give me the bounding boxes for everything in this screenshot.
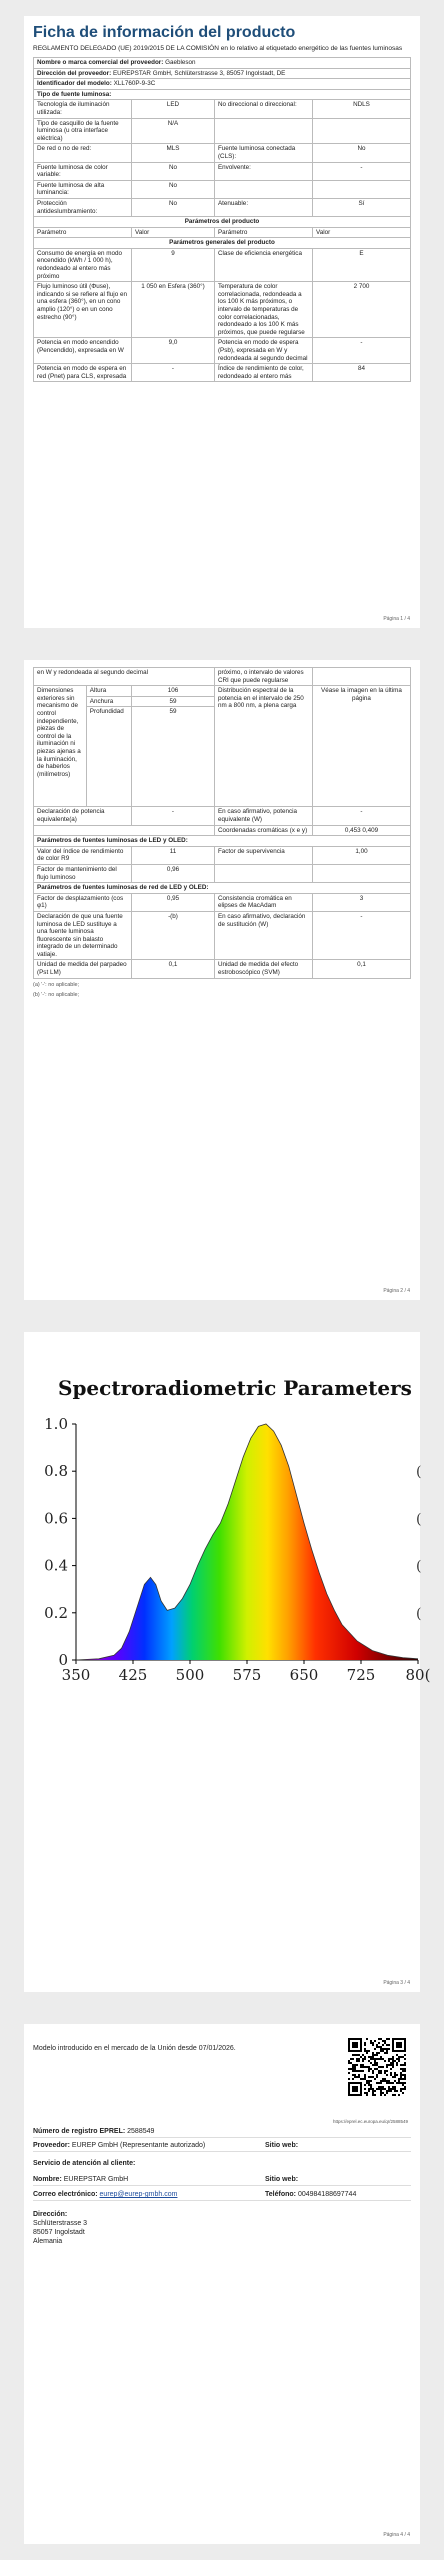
- table-cell: Consistencia cromática en elipses de MacAdam: [214, 893, 312, 911]
- col-value: Valor: [132, 227, 215, 238]
- table-cell: 84: [312, 364, 410, 382]
- phone-label: Teléfono:: [265, 2191, 296, 2198]
- table-cell: 0,1: [132, 960, 215, 978]
- dim-height-value: 106: [132, 686, 215, 697]
- x-tick-label: 650: [289, 1666, 319, 1684]
- table-cell: [312, 864, 410, 882]
- table-row: [34, 144, 411, 162]
- table-cell: Consumo de energía en modo encendido (kWh / 1 000 h), redondeado al entero más próximo: [34, 248, 132, 281]
- spectrum-chart: [24, 1332, 431, 1992]
- y-tick-label: 0: [58, 1651, 68, 1669]
- table-cell: No: [132, 198, 215, 216]
- regulation-text: REGLAMENTO DELEGADO (UE) 2019/2015 DE LA COMISIÓN en lo relativo al etiquetado energético de las fuentes luminosas: [33, 45, 403, 52]
- page-number: Página 4 / 4: [383, 2532, 410, 2538]
- table-cell: Fuente luminosa de alta luminancia:: [34, 180, 132, 198]
- table-cell: Fuente luminosa de color variable:: [34, 162, 132, 180]
- table-cell: 0,96: [132, 864, 215, 882]
- eprel-url[interactable]: https://eprel.ec.europa.eu/qr/2588549: [332, 2119, 408, 2124]
- service-label: Servicio de atención al cliente:: [33, 2160, 136, 2167]
- model-row: [34, 79, 411, 90]
- table-row: [34, 282, 411, 338]
- table-cell: Protección antideslumbramiento:: [34, 198, 132, 216]
- equiv-label: Declaración de potencia equivalente(a): [34, 807, 132, 825]
- led-header: Parámetros de fuentes luminosas de LED y OLED:: [34, 836, 411, 847]
- page-2: [24, 660, 420, 1300]
- page-4: [24, 2024, 420, 2544]
- table-cell: 11: [132, 846, 215, 864]
- page-number: Página 2 / 4: [383, 1288, 410, 1294]
- table-cell: Tecnología de iluminación utilizada:: [34, 100, 132, 118]
- table-cell: Factor de supervivencia: [214, 846, 312, 864]
- page-number: Página 3 / 4: [383, 1980, 410, 1986]
- table-row: [34, 864, 411, 882]
- general-rows: [34, 248, 411, 382]
- address-label: Dirección del proveedor:: [37, 69, 112, 77]
- equiv-value: -: [132, 807, 215, 825]
- table-row: [34, 248, 411, 281]
- led-rows: [34, 846, 411, 882]
- supplier-table: [33, 57, 411, 382]
- table-row: [34, 100, 411, 118]
- x-tick-label: 425: [118, 1666, 148, 1684]
- y-tick-label: 1.0: [44, 1415, 68, 1433]
- table-row: [34, 364, 411, 382]
- col-param-2: Parámetro: [214, 227, 312, 238]
- table-cell: -: [312, 162, 410, 180]
- provider-row: [33, 2142, 411, 2152]
- table-cell: 1,00: [312, 846, 410, 864]
- table-cell: Potencia en modo de espera en red (Pnet) para CLS, expresada: [34, 364, 132, 382]
- y-tick-label: 0.8: [44, 1462, 68, 1481]
- table-cell: 0,1: [312, 960, 410, 978]
- phone-group: [265, 2191, 356, 2198]
- dim-width-label: Anchura: [86, 696, 131, 707]
- model-value: XLL760P-9-3C: [113, 80, 156, 88]
- right-axis-fragment: (: [416, 1511, 422, 1528]
- footnote-a: (a) '-': no aplicable;: [33, 981, 80, 988]
- web2-label: Sitio web:: [265, 2176, 299, 2183]
- email-link[interactable]: eurep@eurep-gmbh.com: [99, 2191, 178, 2198]
- address-value: EUREPSTAR GmbH, Schlüterstrasse 3, 85057 Ingolstadt, DE: [112, 69, 286, 77]
- right-axis-fragment: (: [416, 1558, 422, 1575]
- name-value: EUREPSTAR GmbH: [63, 2176, 129, 2183]
- net-header: Parámetros de fuentes luminosas de red de LED y OLED:: [34, 883, 411, 894]
- type-label: Tipo de fuente luminosa:: [34, 89, 411, 100]
- table-cell: E: [312, 248, 410, 281]
- market-intro: Modelo introducido en el mercado de la Unión desde 07/01/2026.: [33, 2045, 236, 2052]
- table-row: [34, 893, 411, 911]
- equiv-right: En caso afirmativo, potencia equivalente (W): [214, 807, 312, 825]
- cont-left: en W y redondeada al segundo decimal: [34, 668, 215, 686]
- dims-label: Dimensiones exteriores sin mecanismo de control independiente, piezas de control de la iluminación ni piezas ajenas a la iluminación, de haberlos (milímetros): [34, 686, 87, 807]
- dir-label: Dirección:: [33, 2211, 68, 2218]
- provider-value: EUREP GmbH (Representante autorizado): [71, 2142, 206, 2149]
- table-cell: Potencia en modo de espera (Psb), expresada en W y redondeada al segundo decimal: [214, 338, 312, 364]
- spd-value: Véase la imagen en la última página: [312, 686, 410, 807]
- y-tick-label: 0.6: [44, 1509, 68, 1528]
- x-tick-label: 575: [232, 1666, 262, 1684]
- table-row: [34, 162, 411, 180]
- document-title: Ficha de información del producto: [33, 24, 296, 41]
- net-rows: [34, 893, 411, 978]
- x-tick-label: 350: [61, 1666, 91, 1684]
- table-cell: Índice de rendimiento de color, redondeado al entero más: [214, 364, 312, 382]
- footnote-b: (b) '-': no aplicable;: [33, 991, 80, 998]
- address-block: [33, 2210, 87, 2246]
- email-label: Correo electrónico:: [33, 2191, 98, 2198]
- eprel-value: 2588549: [127, 2128, 155, 2135]
- table-cell: No direccional o direccional:: [214, 100, 312, 118]
- table-cell: Factor de mantenimiento del flujo luminoso: [34, 864, 132, 882]
- table-cell: No: [312, 144, 410, 162]
- table-cell: Temperatura de color correlacionada, redondeada a los 100 K más próximos, o intervalo de temperaturas de color correlacionadas, redondeado a los 100 K más próximos, que puede regularse: [214, 282, 312, 338]
- table-cell: Clase de eficiencia energética: [214, 248, 312, 281]
- dir-line: Schlüterstrasse 3: [33, 2220, 88, 2227]
- params-header: Parámetros del producto: [34, 217, 411, 228]
- provider-label: Proveedor:: [33, 2142, 70, 2149]
- contact-row: [33, 2191, 411, 2201]
- coords-label: Coordenadas cromáticas (x e y): [214, 825, 312, 836]
- eprel-row: [33, 2128, 411, 2138]
- table-row: [34, 846, 411, 864]
- table-cell: Potencia en modo encendido (Pencendido), expresada en W: [34, 338, 132, 364]
- qr-code-icon[interactable]: [348, 2038, 406, 2096]
- y-tick-label: 0.2: [44, 1603, 68, 1622]
- table-cell: 1 050 en Esfera (360°): [132, 282, 215, 338]
- table-cell: De red o no de red:: [34, 144, 132, 162]
- table-cell: Fuente luminosa conectada (CLS):: [214, 144, 312, 162]
- model-label: Identificador del modelo:: [37, 80, 112, 88]
- table-row: [34, 960, 411, 978]
- table-cell: Factor de desplazamiento (cos φ1): [34, 893, 132, 911]
- table-cell: -(b): [132, 911, 215, 960]
- name-label: Nombre:: [33, 2176, 62, 2183]
- table-cell: Unidad de medida del efecto estroboscópico (SVM): [214, 960, 312, 978]
- table-cell: NDLS: [312, 100, 410, 118]
- x-tick-label: 725: [346, 1666, 376, 1684]
- table-cell: -: [312, 911, 410, 960]
- table-cell: No: [132, 162, 215, 180]
- table-cell: [214, 180, 312, 198]
- brand-row: [34, 58, 411, 69]
- table-cell: 0,95: [132, 893, 215, 911]
- table-cell: 9,0: [132, 338, 215, 364]
- brand-value: Gaebleson: [165, 59, 196, 66]
- table-row: [34, 198, 411, 216]
- dir-line: 85057 Ingolstadt: [33, 2229, 85, 2236]
- dim-height-label: Altura: [86, 686, 131, 697]
- table-cell: [312, 180, 410, 198]
- y-tick-label: 0.4: [44, 1556, 68, 1575]
- table-cell: Atenuable:: [214, 198, 312, 216]
- general-header: Parámetros generales del producto: [34, 238, 411, 249]
- table-cell: -: [312, 338, 410, 364]
- table-cell: Envolvente:: [214, 162, 312, 180]
- page-1: [24, 16, 420, 628]
- table-cell: Sí: [312, 198, 410, 216]
- table-cell: N/A: [132, 118, 215, 144]
- dim-depth-label: Profundidad: [86, 707, 131, 807]
- name-row: [33, 2176, 411, 2186]
- type-rows: [34, 100, 411, 217]
- right-axis-fragment: (: [416, 1605, 422, 1622]
- spectrum-area: [76, 1424, 418, 1660]
- table-row: [34, 118, 411, 144]
- right-axis-fragment: (: [416, 1464, 422, 1481]
- web-label: Sitio web:: [265, 2142, 299, 2149]
- table-cell: En caso afirmativo, declaración de sustitución (W): [214, 911, 312, 960]
- coords-value: 0,453 0,409: [312, 825, 410, 836]
- address-row: [34, 68, 411, 79]
- table-cell: [312, 118, 410, 144]
- brand-label: Nombre o marca comercial del proveedor:: [37, 59, 164, 66]
- spd-label: Distribución espectral de la potencia en el intervalo de 250 nm a 800 nm, a plena carga: [214, 686, 312, 807]
- table-cell: [214, 118, 312, 144]
- table-cell: MLS: [132, 144, 215, 162]
- col-param: Parámetro: [34, 227, 132, 238]
- dir-line: Alemania: [33, 2238, 63, 2245]
- dim-depth-value: 59: [132, 707, 215, 807]
- table-cell: Unidad de medida del parpadeo (Pst LM): [34, 960, 132, 978]
- table-cell: LED: [132, 100, 215, 118]
- service-row: [33, 2160, 411, 2169]
- cont-right: próximo, o intervalo de valores CRI que puede regularse: [214, 668, 312, 686]
- table-cell: -: [132, 364, 215, 382]
- x-tick-label: 500: [175, 1666, 205, 1684]
- table-cell: 9: [132, 248, 215, 281]
- col-value-2: Valor: [312, 227, 410, 238]
- table-cell: Tipo de casquillo de la fuente luminosa (u otra interface eléctrica): [34, 118, 132, 144]
- chart-marks: [76, 1424, 418, 1660]
- table-cell: Valor del índice de rendimiento de color R9: [34, 846, 132, 864]
- equiv-right-value: -: [312, 807, 410, 825]
- params-table-cont: [33, 667, 411, 979]
- phone-value: 004984188697744: [297, 2191, 357, 2198]
- table-row: [34, 338, 411, 364]
- x-tick-label: 80(: [405, 1666, 431, 1684]
- table-cell: 2 700: [312, 282, 410, 338]
- table-cell: [214, 864, 312, 882]
- dim-width-value: 59: [132, 696, 215, 707]
- table-cell: Flujo luminoso útil (Φuse), indicando si se refiere al flujo en una esfera (360°), en un cono amplio (120°) o en un cono estrecho (90°): [34, 282, 132, 338]
- table-row: [34, 180, 411, 198]
- page-number: Página 1 / 4: [383, 616, 410, 622]
- table-cell: 3: [312, 893, 410, 911]
- chart-title: Spectroradiometric Parameters: [58, 1376, 412, 1400]
- table-row: [34, 911, 411, 960]
- table-cell: No: [132, 180, 215, 198]
- table-cell: Declaración de que una fuente luminosa de LED sustituye a una fuente luminosa fluorescente sin balasto integrado de un determinado vatiaje.: [34, 911, 132, 960]
- page-3: [24, 1332, 431, 1992]
- eprel-label: Número de registro EPREL:: [33, 2128, 126, 2135]
